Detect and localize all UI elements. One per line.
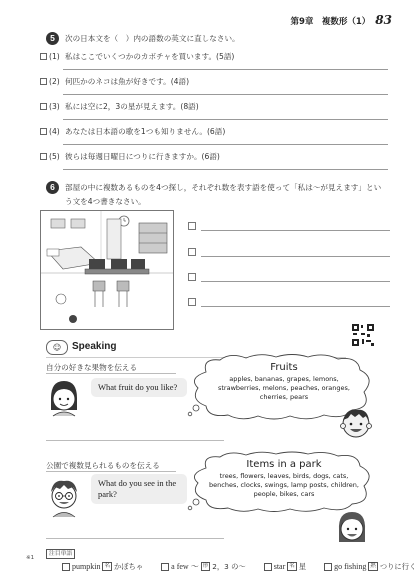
question-1-text: 私はここでいくつかのカボチャを買います。(5語) xyxy=(65,52,235,61)
room-illustration xyxy=(40,210,174,330)
speaking-1-answer-line[interactable] xyxy=(46,440,224,441)
student-boy-avatar xyxy=(339,406,373,442)
speaking-icon: ☺ xyxy=(46,340,68,355)
vocab-list xyxy=(62,561,416,572)
chair-icon xyxy=(117,281,129,291)
park-items-cloud-text xyxy=(202,459,366,499)
section-5-instruction: 次の日本文を（ ）内の語数の英文に直しなさい。 xyxy=(65,34,240,43)
answer-6-line-3[interactable] xyxy=(201,281,390,282)
question-4-checkbox[interactable] xyxy=(40,128,47,135)
speaking-1-question-bubble xyxy=(91,378,187,397)
girl-face-icon xyxy=(47,378,81,418)
question-2-text: 何匹かのネコは魚が好きです。(4語) xyxy=(65,77,190,86)
footnote-mark: ※1 xyxy=(26,555,35,561)
vocab-meaning: 2，3 の～ xyxy=(212,561,246,571)
qr-code[interactable] xyxy=(352,324,374,346)
chair-icon xyxy=(93,281,105,291)
vocab-pos-tag: 名 xyxy=(289,563,295,569)
vocab-meaning: 星 xyxy=(298,561,307,571)
question-2-checkbox[interactable] xyxy=(40,78,47,85)
question-4-text: あなたは日本語の歌を1つも知りません。(6語) xyxy=(65,127,226,136)
vocab-word: a few ～ xyxy=(171,562,199,571)
park-items-cloud-title: Items in a park xyxy=(246,459,322,470)
vocab-item xyxy=(324,562,416,572)
vocab-checkbox[interactable] xyxy=(264,563,272,571)
answer-6-line-2[interactable] xyxy=(201,256,390,257)
question-3-checkbox[interactable] xyxy=(40,103,47,110)
question-5-number: (5) xyxy=(49,152,60,161)
answer-6-line-1[interactable] xyxy=(201,230,390,231)
vocab-pos-tag: 名 xyxy=(104,563,110,569)
picture-frame-icon xyxy=(71,219,85,228)
monitor-icon xyxy=(89,259,105,269)
section-5-number: 5 xyxy=(46,32,59,45)
room-drawing xyxy=(41,211,173,329)
question-5-checkbox[interactable] xyxy=(40,153,47,160)
vocab-checkbox[interactable] xyxy=(161,563,169,571)
answer-6-checkbox-2[interactable] xyxy=(188,248,196,256)
speaking-1-label: 自分の好きな果物を伝える xyxy=(46,363,138,372)
question-3-number: (3) xyxy=(49,102,60,111)
fruits-cloud-line: strawberries, melons, peaches, oranges, xyxy=(218,384,350,392)
speaking-2-question-line-1: What do you see in the xyxy=(98,478,177,488)
speaking-2-answer-line[interactable] xyxy=(46,538,224,539)
answer-line-5[interactable] xyxy=(63,169,388,170)
page-header xyxy=(290,13,392,27)
picture-frame-icon xyxy=(51,219,65,228)
ball-icon xyxy=(69,315,77,323)
speaking-2-label: 公園で複数見られるものを伝える xyxy=(46,461,160,470)
answer-line-4[interactable] xyxy=(63,144,388,145)
speaking-2-label-underline xyxy=(46,471,176,472)
question-3-text: 私には空に2，3の星が見えます。(8語) xyxy=(65,102,199,111)
fruits-cloud-title: Fruits xyxy=(270,362,298,373)
park-items-cloud xyxy=(188,450,378,514)
vocab-word: pumpkin xyxy=(72,562,101,571)
section-6-instruction xyxy=(65,181,395,209)
speaking-2-question-bubble xyxy=(91,474,187,504)
answer-line-2[interactable] xyxy=(63,94,388,95)
question-4 xyxy=(40,126,225,137)
chapter-title: 第9章 複数形（1） xyxy=(290,17,371,27)
bookshelf-icon xyxy=(139,223,167,253)
section-6-number: 6 xyxy=(46,181,59,194)
boy-face-icon xyxy=(339,406,373,442)
fruits-cloud-text xyxy=(202,362,366,402)
vocab-item xyxy=(161,561,246,572)
question-3 xyxy=(40,101,199,112)
fruits-cloud-line: cherries, pears xyxy=(259,393,309,401)
answer-6-line-4[interactable] xyxy=(201,306,390,307)
answer-line-3[interactable] xyxy=(63,119,388,120)
park-items-cloud-line: people, bikes, cars xyxy=(253,490,315,498)
qr-code-icon xyxy=(352,324,374,346)
speaking-title: Speaking xyxy=(72,341,117,352)
question-1 xyxy=(40,51,234,62)
question-1-number: (1) xyxy=(49,52,60,61)
park-items-cloud-line: trees, flowers, leaves, birds, dogs, cats, xyxy=(219,472,349,480)
vocab-checkbox[interactable] xyxy=(62,563,70,571)
monitor-icon xyxy=(131,259,145,269)
door-icon xyxy=(107,219,121,259)
section-6-instruction-line-2: う文を4つ書きなさい。 xyxy=(65,197,146,206)
speaking-2-question-line-2: park? xyxy=(98,489,117,499)
speaking-1-question: What fruit do you like? xyxy=(98,382,178,392)
section-6-instruction-line-1: 部屋の中に複数あるものを4つ探し，それぞれ数を表す語を使って「私は～が見えます」とい xyxy=(65,183,382,192)
speaking-1-label-underline xyxy=(46,373,176,374)
vocab-checkbox[interactable] xyxy=(324,563,332,571)
fruits-cloud-line: apples, bananas, grapes, lemons, xyxy=(229,375,339,383)
student-glasses-avatar xyxy=(47,476,81,518)
vocab-item xyxy=(264,562,306,572)
vocab-pos-tag: 熟 xyxy=(370,563,376,569)
question-2 xyxy=(40,76,189,87)
vocab-meaning: かぼちゃ xyxy=(113,561,144,571)
monitor-icon xyxy=(111,259,127,269)
ball-icon xyxy=(56,294,66,304)
answer-6-checkbox-4[interactable] xyxy=(188,298,196,306)
student-girl-2-avatar xyxy=(335,508,369,548)
answer-line-1[interactable] xyxy=(63,69,388,70)
girl-2-face-icon xyxy=(335,508,369,548)
answer-6-checkbox-3[interactable] xyxy=(188,273,196,281)
vocab-heading: 注目単語 xyxy=(46,549,75,559)
vocab-word: star xyxy=(273,562,286,571)
answer-6-checkbox-1[interactable] xyxy=(188,222,196,230)
question-1-checkbox[interactable] xyxy=(40,53,47,60)
question-4-number: (4) xyxy=(49,127,60,136)
question-5 xyxy=(40,151,220,162)
vocab-pos-tag: 形 xyxy=(202,563,209,569)
student-girl-avatar xyxy=(47,378,81,418)
glasses-boy-face-icon xyxy=(47,476,81,518)
park-items-cloud-line: benches, clocks, swings, lamp posts, children, xyxy=(209,481,359,489)
page-number: 83 xyxy=(375,13,392,27)
desk-icon xyxy=(85,269,149,274)
vocab-meaning: つりに行く xyxy=(379,561,416,571)
question-5-text: 彼らは毎週日曜日につりに行きますか。(6語) xyxy=(65,152,220,161)
question-2-number: (2) xyxy=(49,77,60,86)
vocab-word: go fishing xyxy=(334,562,367,571)
vocab-item xyxy=(62,562,143,572)
